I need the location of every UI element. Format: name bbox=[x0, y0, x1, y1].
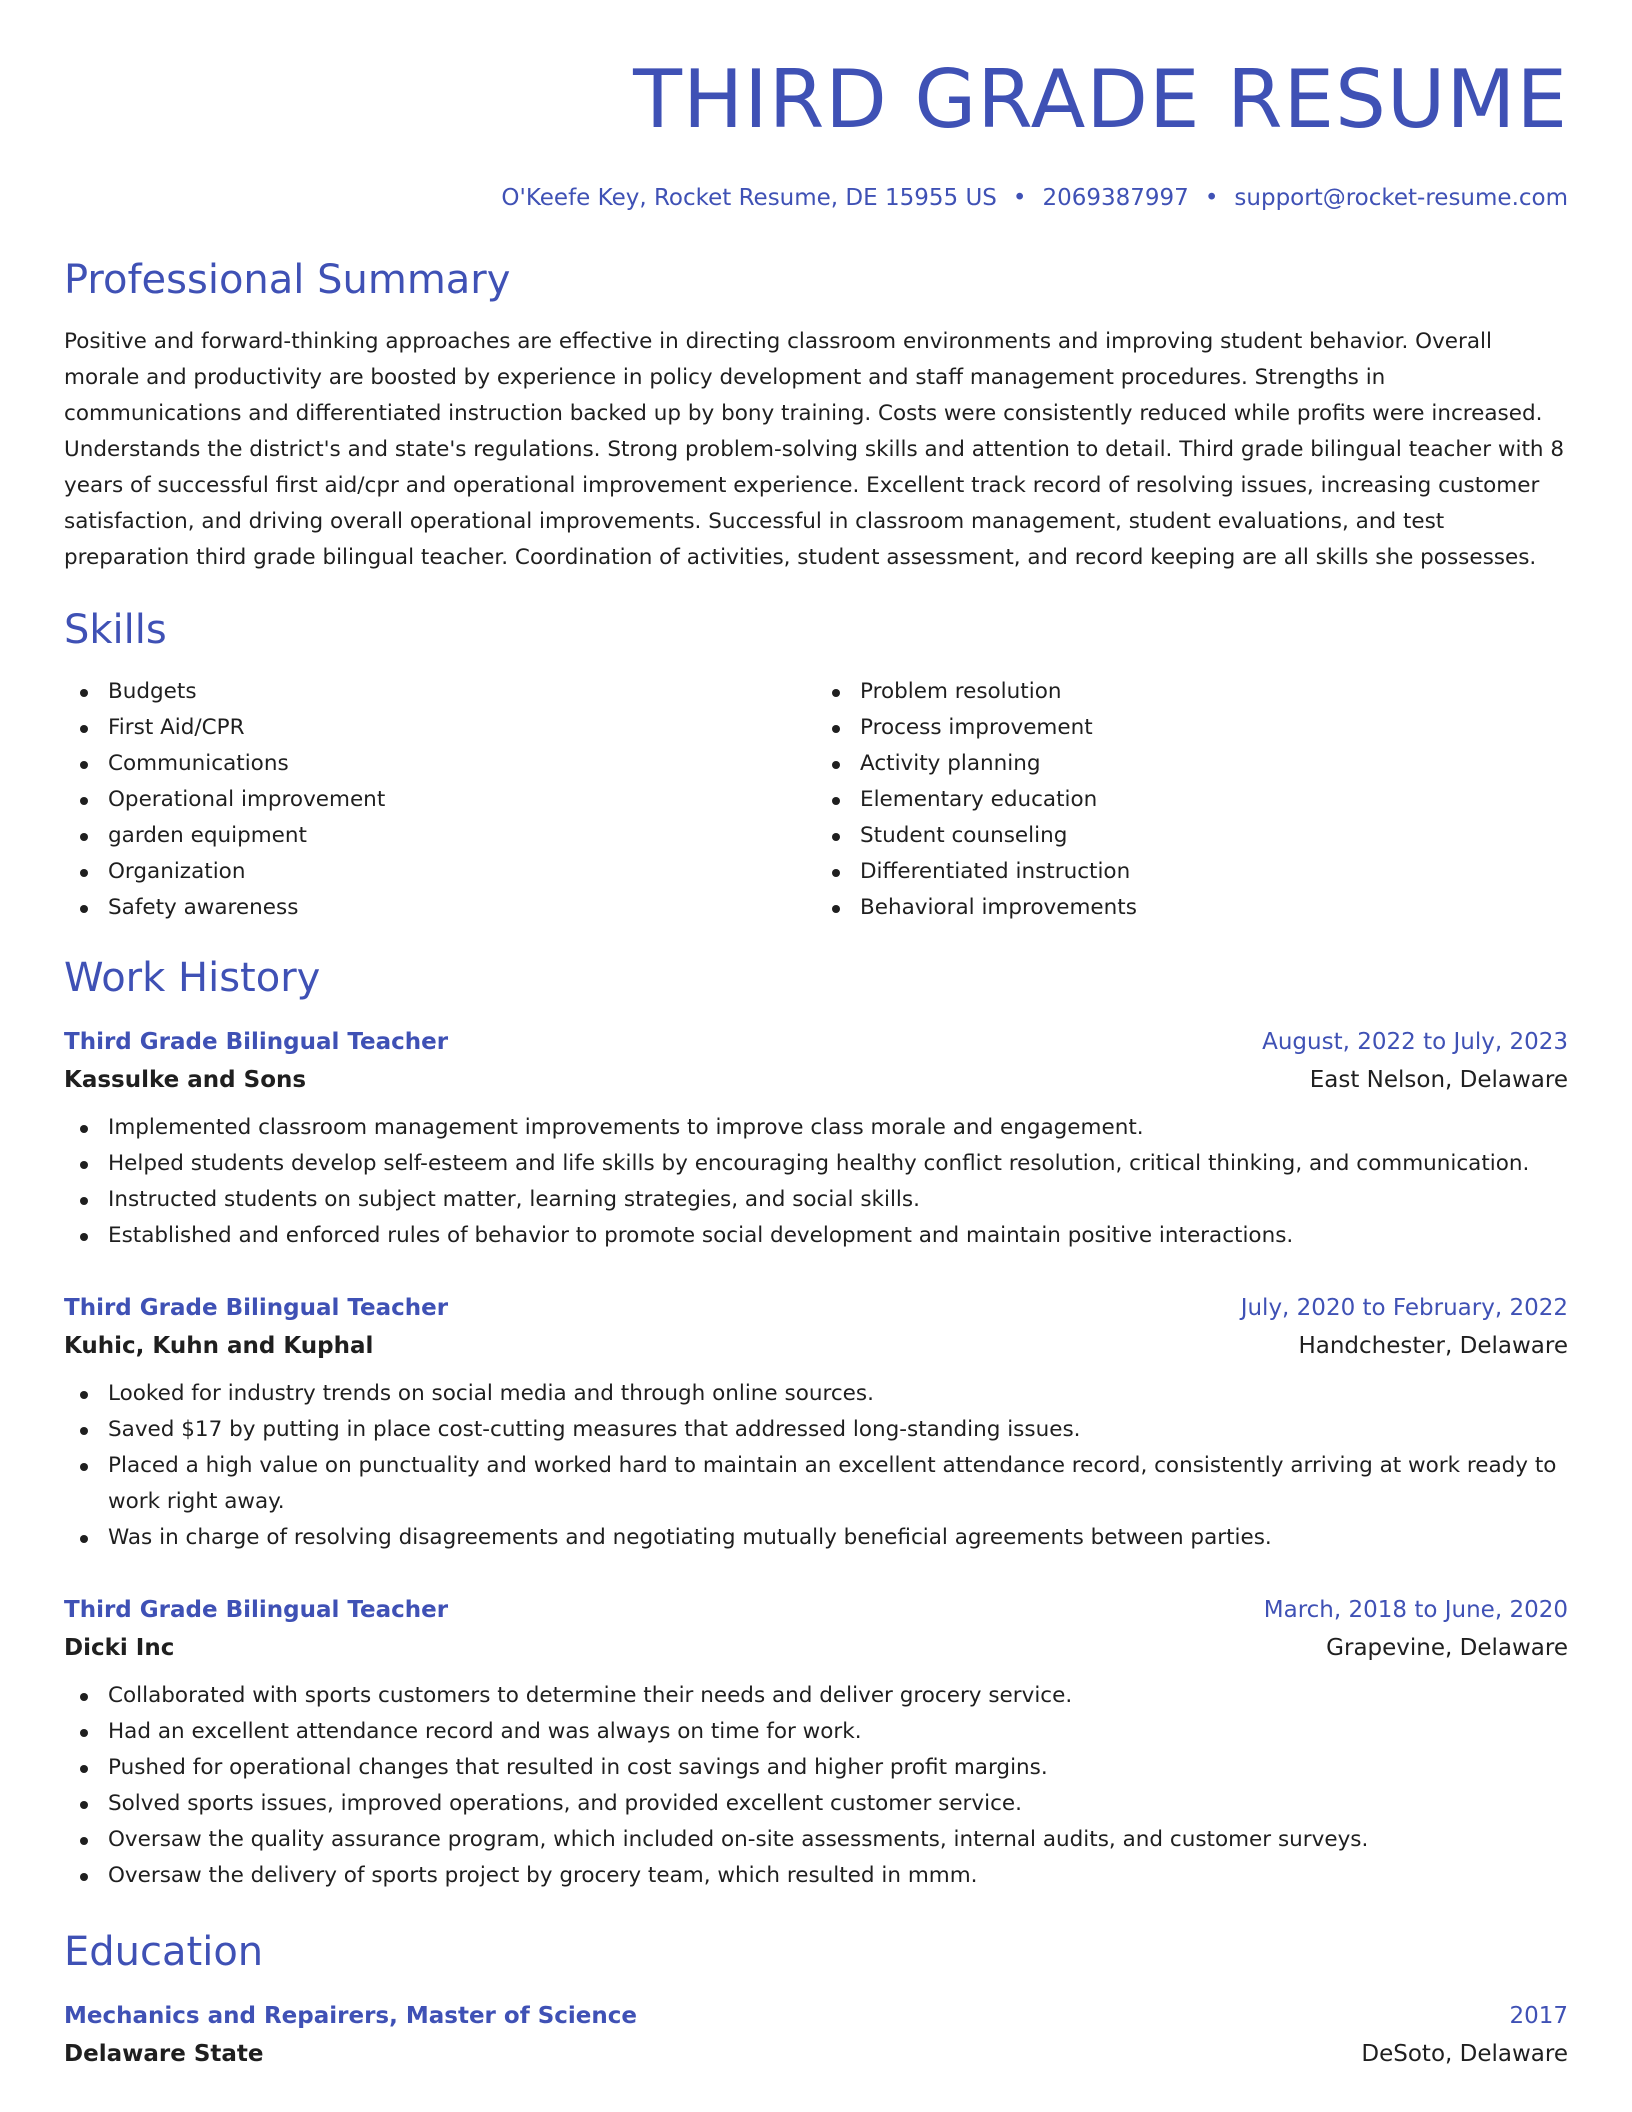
job-dates: August, 2022 to July, 2023 bbox=[1262, 1029, 1568, 1055]
skill-item: Budgets bbox=[64, 674, 816, 710]
contact-separator: • bbox=[1012, 185, 1027, 211]
job-bullet: Helped students develop self-esteem and life skills by encouraging healthy conflict resolution, critical thinking, and communication. bbox=[64, 1146, 1568, 1182]
work-history-section bbox=[64, 954, 1568, 1894]
job-location: East Nelson, Delaware bbox=[1309, 1067, 1568, 1093]
job-bullet: Collaborated with sports customers to determine their needs and deliver grocery service. bbox=[64, 1678, 1568, 1714]
contact-line bbox=[64, 184, 1568, 212]
job-bullet: Had an excellent attendance record and was always on time for work. bbox=[64, 1714, 1568, 1750]
skills-heading: Skills bbox=[64, 607, 167, 653]
skills-column-left bbox=[64, 674, 816, 926]
job-employer bbox=[64, 1060, 1568, 1100]
contact-separator: • bbox=[1204, 185, 1219, 211]
company-name: Kassulke and Sons bbox=[64, 1067, 307, 1093]
skill-item: Differentiated instruction bbox=[816, 854, 1568, 890]
resume-title: THIRD GRADE RESUME bbox=[633, 53, 1568, 146]
skill-item: Safety awareness bbox=[64, 890, 816, 926]
job-bullet: Oversaw the delivery of sports project by grocery team, which resulted in mmm. bbox=[64, 1858, 1568, 1894]
job-title: Third Grade Bilingual Teacher bbox=[64, 1029, 449, 1055]
job-title: Third Grade Bilingual Teacher bbox=[64, 1597, 449, 1623]
skill-item: garden equipment bbox=[64, 818, 816, 854]
skill-item: Activity planning bbox=[816, 746, 1568, 782]
job-bullet: Instructed students on subject matter, learning strategies, and social skills. bbox=[64, 1182, 1568, 1218]
skill-item: Elementary education bbox=[816, 782, 1568, 818]
company-name: Dicki Inc bbox=[64, 1635, 175, 1661]
job-bullet: Was in charge of resolving disagreements and negotiating mutually beneficial agreements between parties. bbox=[64, 1520, 1568, 1556]
work-history-heading: Work History bbox=[64, 955, 321, 1001]
education-header bbox=[64, 1998, 1568, 2034]
job-bullet: Saved $17 by putting in place cost-cutting measures that addressed long-standing issues. bbox=[64, 1412, 1568, 1448]
job-title: Third Grade Bilingual Teacher bbox=[64, 1295, 449, 1321]
degree-title: Mechanics and Repairers, Master of Science bbox=[64, 2003, 638, 2029]
job-bullet: Looked for industry trends on social media and through online sources. bbox=[64, 1376, 1568, 1412]
job-location: Handchester, Delaware bbox=[1298, 1333, 1568, 1359]
skill-item: First Aid/CPR bbox=[64, 710, 816, 746]
skill-item: Process improvement bbox=[816, 710, 1568, 746]
job-bullet: Oversaw the quality assurance program, which included on-site assessments, internal audits, and customer surveys. bbox=[64, 1822, 1568, 1858]
skills-section bbox=[64, 606, 1568, 926]
skill-item: Organization bbox=[64, 854, 816, 890]
resume-header bbox=[64, 0, 1568, 212]
summary-section bbox=[64, 256, 1568, 576]
summary-text: Positive and forward-thinking approaches are effective in directing classroom environments and improving student behavior. Overall morale and productivity are boosted by experience in policy development and staff management procedures. Strengths in communications and differentiated instruction backed up by bony training. Costs were consistently reduced while profits were increased. Understands the district's and state's regulations. Strong problem-solving skills and attention to detail. Third grade bilingual teacher with 8 years of successful first aid/cpr and operational improvement experience. Excellent track record of resolving issues, increasing customer satisfaction, and driving overall operational improvements. Successful in classroom management, student evaluations, and test preparation third grade bilingual teacher. Coordination of activities, student assessment, and record keeping are all skills she possesses. bbox=[64, 329, 1565, 570]
skill-item: Communications bbox=[64, 746, 816, 782]
job-entry bbox=[64, 1290, 1568, 1556]
contact-phone: 2069387997 bbox=[1042, 185, 1189, 211]
job-entry bbox=[64, 1592, 1568, 1894]
job-header bbox=[64, 1290, 1568, 1326]
graduation-year: 2017 bbox=[1509, 2003, 1568, 2029]
skill-item: Problem resolution bbox=[816, 674, 1568, 710]
skill-item: Operational improvement bbox=[64, 782, 816, 818]
job-header bbox=[64, 1592, 1568, 1628]
education-heading: Education bbox=[64, 1929, 264, 1975]
job-bullet: Established and enforced rules of behavior to promote social development and maintain positive interactions. bbox=[64, 1218, 1568, 1254]
job-bullet: Placed a high value on punctuality and worked hard to maintain an excellent attendance record, consistently arriving at work ready to work right away. bbox=[64, 1448, 1568, 1520]
job-bullets bbox=[64, 1678, 1568, 1894]
education-section bbox=[64, 1928, 1568, 2074]
skill-item: Behavioral improvements bbox=[816, 890, 1568, 926]
contact-address: O'Keefe Key, Rocket Resume, DE 15955 US bbox=[501, 185, 997, 211]
job-entry bbox=[64, 1024, 1568, 1254]
job-employer bbox=[64, 1326, 1568, 1366]
job-bullet: Implemented classroom management improvements to improve class morale and engagement. bbox=[64, 1110, 1568, 1146]
education-school bbox=[64, 2034, 1568, 2074]
job-bullet: Solved sports issues, improved operations, and provided excellent customer service. bbox=[64, 1786, 1568, 1822]
school-name: Delaware State bbox=[64, 2041, 264, 2067]
job-bullets bbox=[64, 1376, 1568, 1556]
job-header bbox=[64, 1024, 1568, 1060]
job-dates: March, 2018 to June, 2020 bbox=[1263, 1597, 1568, 1623]
job-dates: July, 2020 to February, 2022 bbox=[1240, 1295, 1568, 1321]
summary-heading: Professional Summary bbox=[64, 257, 511, 303]
job-bullets bbox=[64, 1110, 1568, 1254]
skill-item: Student counseling bbox=[816, 818, 1568, 854]
job-location: Grapevine, Delaware bbox=[1326, 1635, 1568, 1661]
job-bullet: Pushed for operational changes that resulted in cost savings and higher profit margins. bbox=[64, 1750, 1568, 1786]
job-employer bbox=[64, 1628, 1568, 1668]
company-name: Kuhic, Kuhn and Kuphal bbox=[64, 1333, 374, 1359]
education-entry bbox=[64, 1998, 1568, 2074]
skills-column-right bbox=[816, 674, 1568, 926]
skills-list bbox=[64, 674, 1568, 926]
school-location: DeSoto, Delaware bbox=[1361, 2041, 1568, 2067]
contact-email[interactable]: support@rocket-resume.com bbox=[1234, 185, 1568, 211]
